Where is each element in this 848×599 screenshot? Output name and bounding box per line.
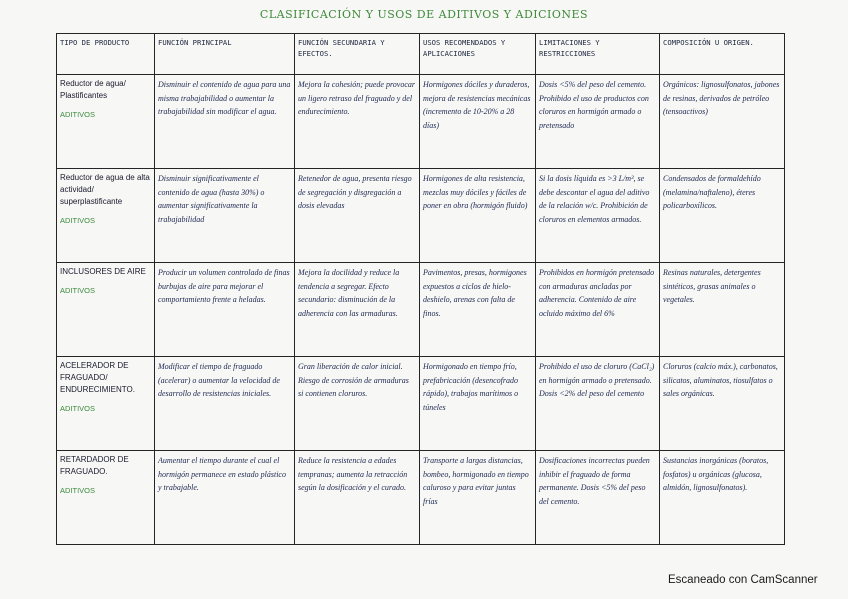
scanner-watermark: Escaneado con CamScanner — [668, 574, 818, 586]
table-row — [57, 263, 785, 357]
header-limitations: LIMITACIONES Y RESTRICCIONES — [536, 34, 660, 75]
table-row — [57, 169, 785, 263]
cell-composition: Condensados de formaldehído (melamina/naftaleno), éteres policarboxílicos. — [660, 169, 785, 263]
product-name: RETARDADOR DE FRAGUADO. — [60, 455, 129, 476]
cell-recommended-uses: Hormigones de alta resistencia, mezclas muy dóciles y fáciles de poner en obra (hormigón fluido) — [420, 169, 536, 263]
page-title: CLASIFICACIÓN Y USOS DE ADITIVOS Y ADICIONES — [259, 8, 589, 21]
cell-secondary-function: Reduce la resistencia a edades tempranas; aumenta la retracción según la dosificación y el curado. — [295, 451, 420, 545]
cell-composition: Sustancias inorgánicas (boratos, fosfatos) u orgánicas (glucosa, almidón, lignosulfonatos). — [660, 451, 785, 545]
cell-limitations: Prohibidos en hormigón pretensado con armaduras ancladas por adherencia. Contenido de aire ocluido máximo del 6% — [536, 263, 660, 357]
product-category: ADITIVOS — [60, 286, 96, 295]
cell-main-function: Modificar el tiempo de fraguado (acelerar) o aumentar la velocidad de desarrollo de resistencias iniciales. — [155, 357, 295, 451]
product-category: ADITIVOS — [60, 486, 96, 495]
cell-main-function: Disminuir significativamente el contenido de agua (hasta 30%) o aumentar significativamente la trabajabilidad — [155, 169, 295, 263]
additives-table — [56, 33, 785, 545]
cell-limitations: Dosis <5% del peso del cemento. Prohibido el uso de productos con cloruros en hormigón armado o pretensado — [536, 75, 660, 169]
cell-product-type — [57, 75, 155, 169]
cell-limitations: Prohibido el uso de cloruro (CaCl₂) en hormigón armado o pretensado. Dosis <2% del peso del cemento — [536, 357, 660, 451]
cell-recommended-uses: Transporte a largas distancias, bombeo, hormigonado en tiempo caluroso y para evitar juntas frías — [420, 451, 536, 545]
table-row — [57, 451, 785, 545]
product-name: Reductor de agua/ Plastificantes — [60, 79, 126, 100]
cell-main-function: Disminuir el contenido de agua para una misma trabajabilidad o aumentar la trabajabilidad sin modificar el agua. — [155, 75, 295, 169]
table-row — [57, 75, 785, 169]
product-category: ADITIVOS — [60, 216, 96, 225]
table-header-row — [57, 34, 785, 75]
cell-product-type — [57, 169, 155, 263]
cell-main-function: Aumentar el tiempo durante el cual el hormigón permanece en estado plástico y trabajable. — [155, 451, 295, 545]
product-name: INCLUSORES DE AIRE — [60, 267, 146, 276]
additives-table-container — [56, 33, 784, 545]
cell-recommended-uses: Hormigonado en tiempo frío, prefabricación (desencofrado rápido), trabajos marítimos o túneles — [420, 357, 536, 451]
cell-limitations: Dosificaciones incorrectas pueden inhibir el fraguado de forma permanente. Dosis <5% del peso del cemento. — [536, 451, 660, 545]
cell-product-type — [57, 357, 155, 451]
table-row — [57, 357, 785, 451]
cell-secondary-function: Gran liberación de calor inicial. Riesgo de corrosión de armaduras si contienen cloruros. — [295, 357, 420, 451]
cell-secondary-function: Mejora la cohesión; puede provocar un ligero retraso del fraguado y del endurecimiento. — [295, 75, 420, 169]
cell-limitations: Si la dosis líquida es >3 L/m³, se debe descontar el agua del aditivo de la relación w/c. Prohibición de cloruros en elementos armados. — [536, 169, 660, 263]
cell-recommended-uses: Hormigones dóciles y duraderos, mejora de resistencias mecánicas (incremento de 10-20% a 28 días) — [420, 75, 536, 169]
header-product-type: TIPO DE PRODUCTO — [57, 34, 155, 75]
header-main-function: FUNCIÓN PRINCIPAL — [155, 34, 295, 75]
header-recommended-uses: USOS RECOMENDADOS Y APLICACIONES — [420, 34, 536, 75]
cell-secondary-function: Retenedor de agua, presenta riesgo de segregación y disgregación a dosis elevadas — [295, 169, 420, 263]
cell-product-type — [57, 451, 155, 545]
product-category: ADITIVOS — [60, 110, 96, 119]
cell-main-function: Producir un volumen controlado de finas burbujas de aire para mejorar el comportamiento frente a heladas. — [155, 263, 295, 357]
cell-secondary-function: Mejora la docilidad y reduce la tendencia a segregar. Efecto secundario: disminución de la adherencia con las armaduras. — [295, 263, 420, 357]
cell-composition: Cloruros (calcio máx.), carbonatos, silicatos, aluminatos, tiosulfatos o sales orgánicas. — [660, 357, 785, 451]
cell-recommended-uses: Pavimentos, presas, hormigones expuestos a ciclos de hielo-deshielo, arenas con falta de finos. — [420, 263, 536, 357]
product-name: ACELERADOR DE FRAGUADO/ ENDURECIMIENTO. — [60, 361, 135, 394]
cell-composition: Resinas naturales, detergentes sintéticos, grasas animales o vegetales. — [660, 263, 785, 357]
cell-product-type — [57, 263, 155, 357]
header-secondary-function: FUNCIÓN SECUNDARIA Y EFECTOS. — [295, 34, 420, 75]
product-name: Reductor de agua de alta actividad/ superplastificante — [60, 173, 150, 206]
header-composition: COMPOSICIÓN U ORIGEN. — [660, 34, 785, 75]
cell-composition: Orgánicos: lignosulfonatos, jabones de resinas, derivados de petróleo (tensoactivos) — [660, 75, 785, 169]
product-category: ADITIVOS — [60, 404, 96, 413]
